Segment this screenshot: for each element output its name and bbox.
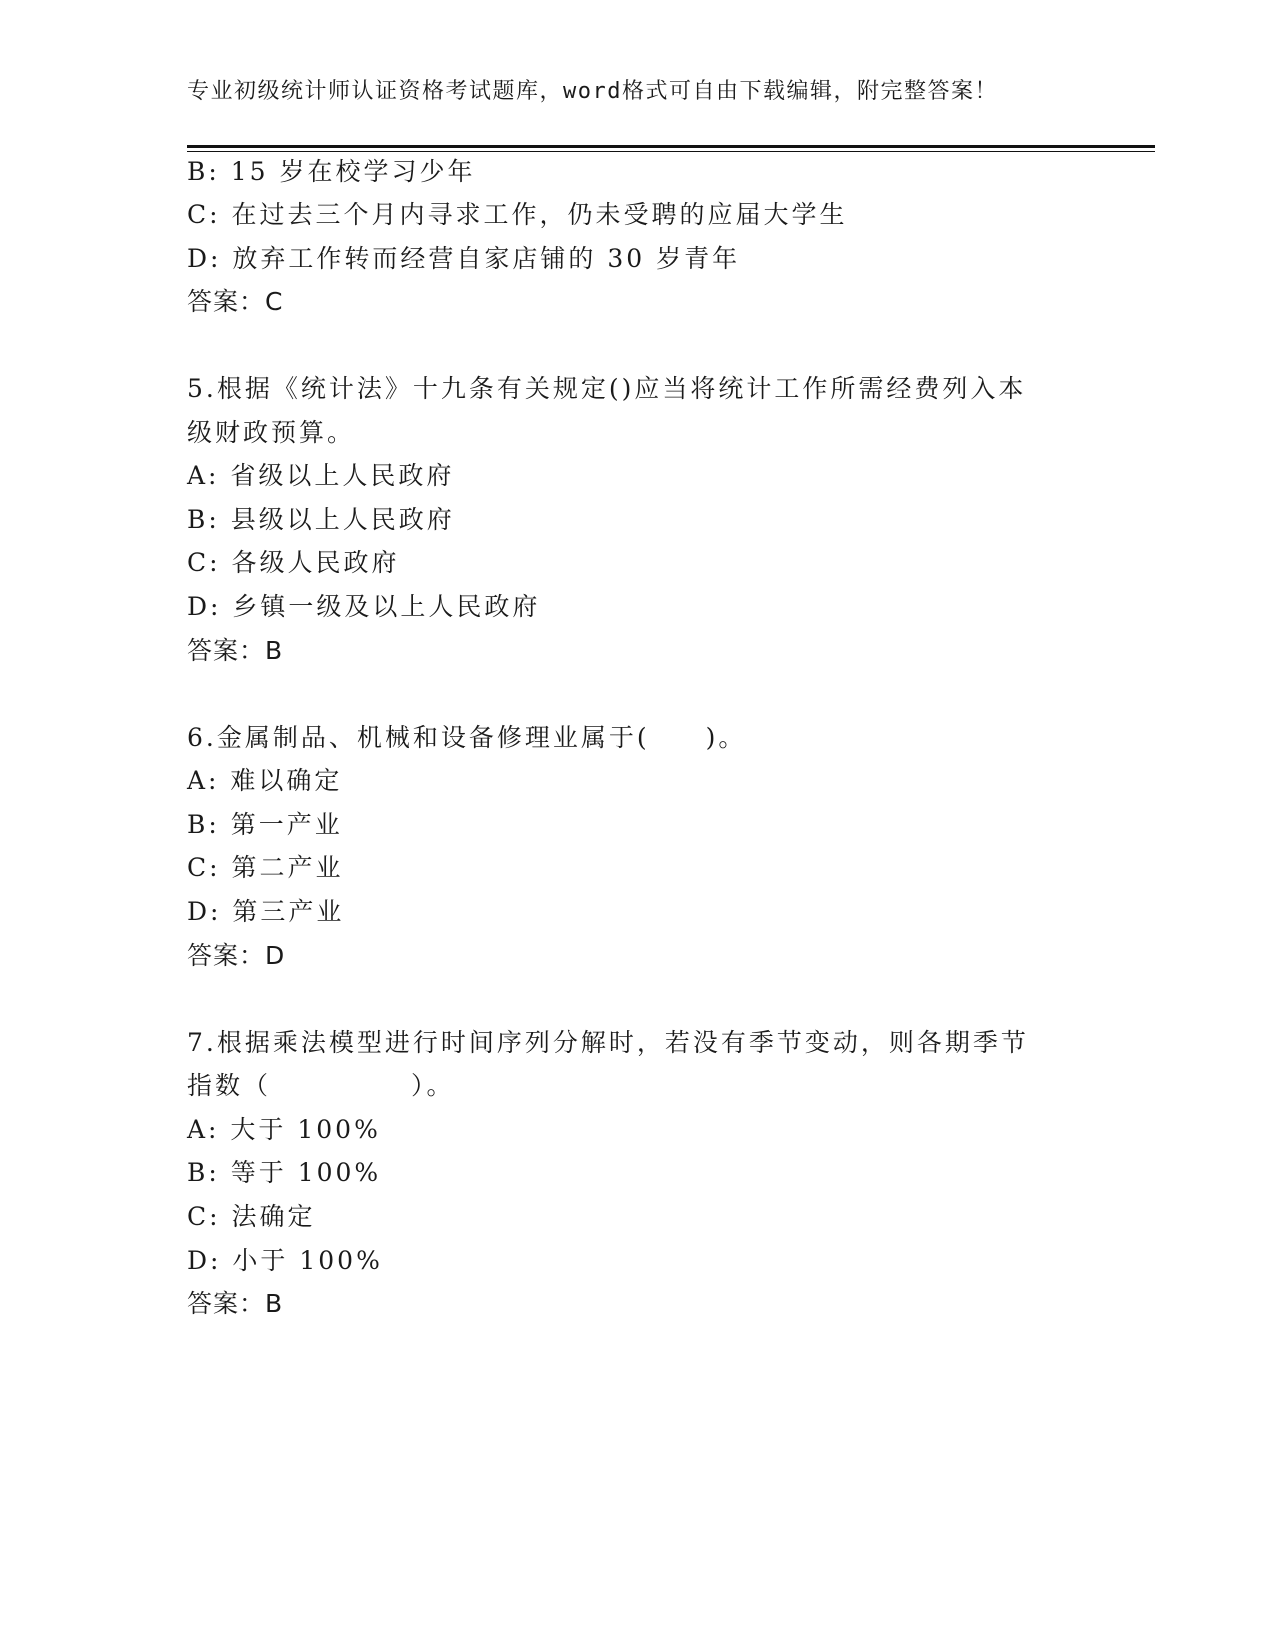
answer-prev: 答案：C xyxy=(187,287,284,316)
question-5-option-b: B: 县级以上人民政府 xyxy=(187,505,455,534)
question-5-answer: 答案：B xyxy=(187,636,284,665)
option-b-prev: B: 15 岁在校学习少年 xyxy=(187,157,476,186)
question-7-option-a: A: 大于 100% xyxy=(187,1115,381,1144)
option-d-prev: D: 放弃工作转而经营自家店铺的 30 岁青年 xyxy=(187,244,741,273)
question-7-option-d: D: 小于 100% xyxy=(187,1246,383,1275)
question-5-stem-line2: 级财政预算。 xyxy=(187,418,356,447)
question-6-answer: 答案：D xyxy=(187,941,286,970)
question-5-option-d: D: 乡镇一级及以上人民政府 xyxy=(187,592,541,621)
question-7-option-c: C: 法确定 xyxy=(187,1202,316,1231)
question-7-answer: 答案：B xyxy=(187,1289,284,1318)
question-6-stem: 6.金属制品、机械和设备修理业属于( )。 xyxy=(187,723,747,752)
question-6-option-d: D: 第三产业 xyxy=(187,897,345,926)
question-5-option-c: C: 各级人民政府 xyxy=(187,548,400,577)
question-7-option-b: B: 等于 100% xyxy=(187,1158,382,1187)
question-6-option-b: B: 第一产业 xyxy=(187,810,343,839)
page-header: 专业初级统计师认证资格考试题库，word格式可自由下载编辑，附完整答案！ xyxy=(187,79,998,104)
question-5-stem-line1: 5.根据《统计法》十九条有关规定()应当将统计工作所需经费列入本 xyxy=(187,374,1027,403)
question-6-option-c: C: 第二产业 xyxy=(187,853,344,882)
header-rule-thick xyxy=(187,145,1155,148)
question-5-option-a: A: 省级以上人民政府 xyxy=(187,461,455,490)
question-6-option-a: A: 难以确定 xyxy=(187,766,343,795)
header-rule-thin xyxy=(187,151,1155,152)
question-7-stem-line2: 指数（ ）。 xyxy=(187,1071,455,1100)
option-c-prev: C: 在过去三个月内寻求工作，仍未受聘的应届大学生 xyxy=(187,200,848,229)
question-7-stem-line1: 7.根据乘法模型进行时间序列分解时，若没有季节变动，则各期季节 xyxy=(187,1028,1029,1057)
